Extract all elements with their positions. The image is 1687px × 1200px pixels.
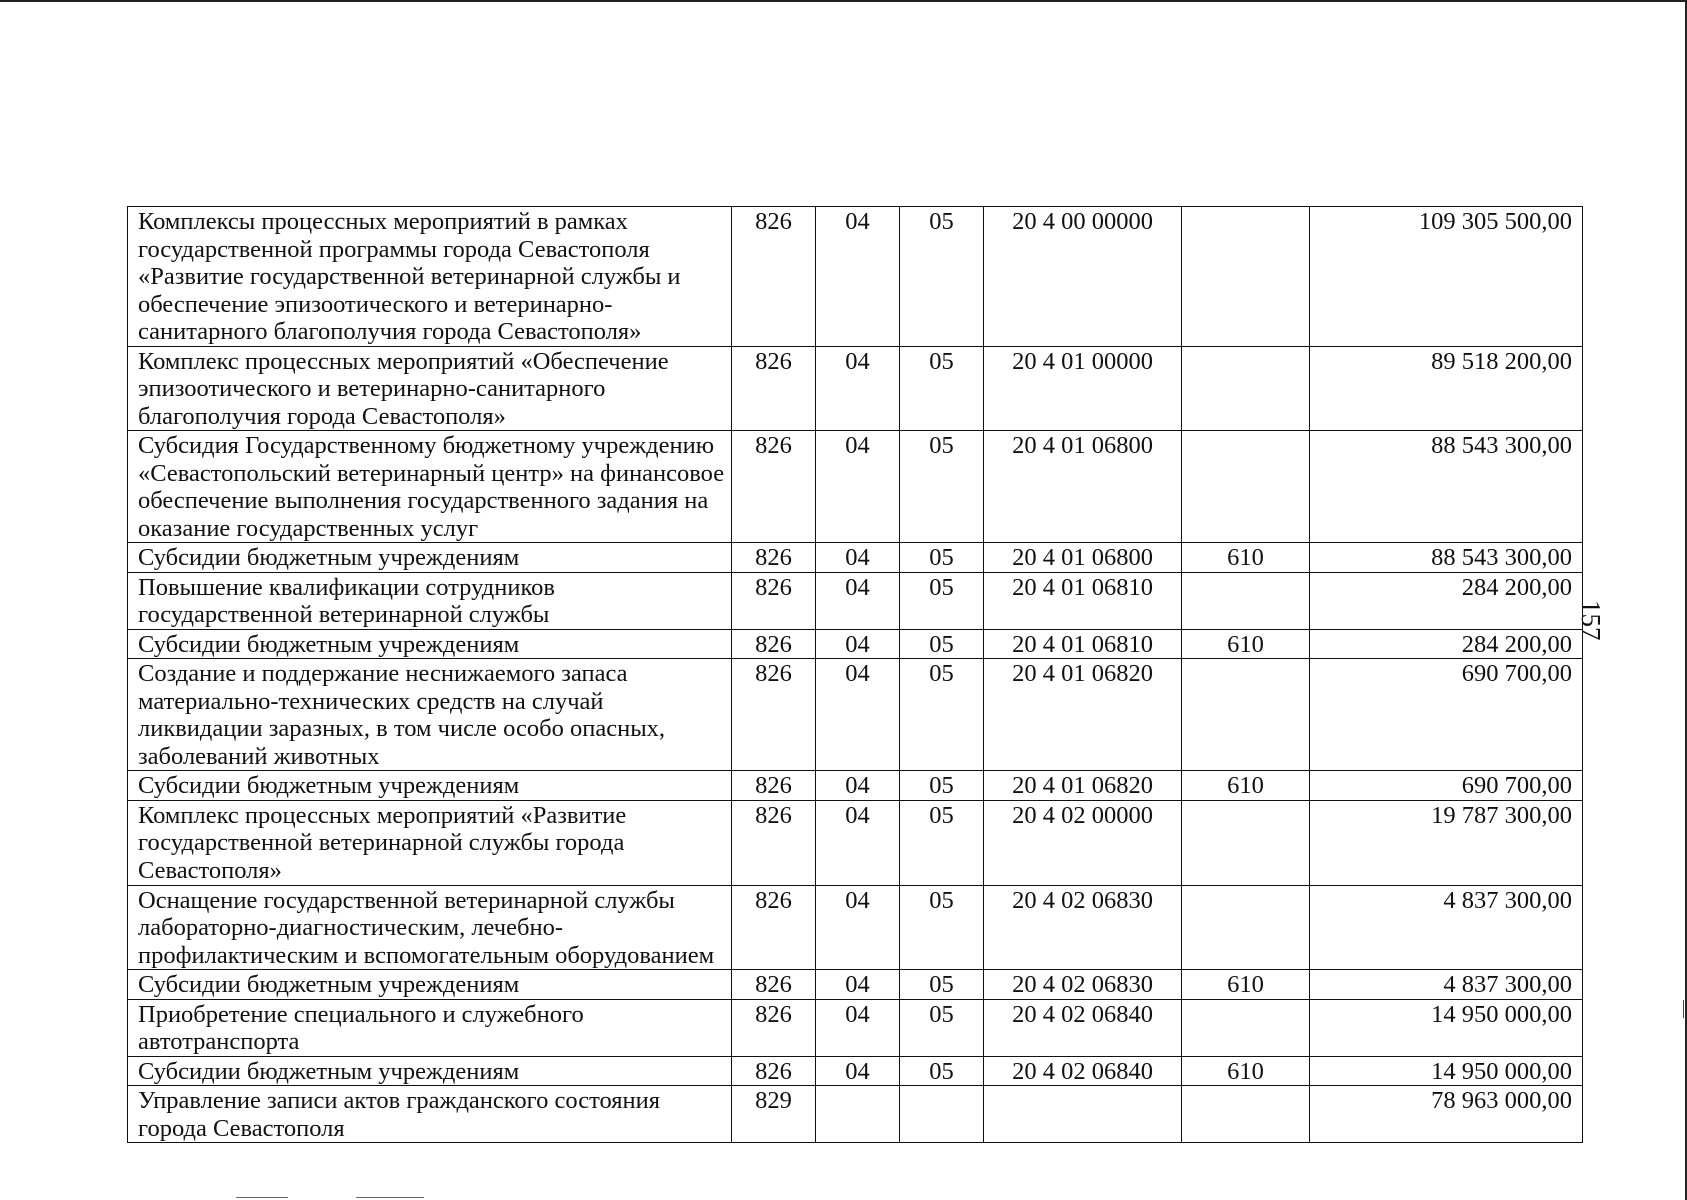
row-name: Комплексы процессных мероприятий в рамках государственной программы города Севастополя «Развитие государственной ветеринарной службы и обеспечение эпизоотического и ветеринарно-санитарного благополучия города Севастополя» bbox=[128, 207, 732, 347]
row-section-code: 04 bbox=[816, 431, 900, 543]
row-ved-code: 826 bbox=[732, 1056, 816, 1086]
row-section-code: 04 bbox=[816, 207, 900, 347]
row-target-article-code: 20 4 01 06820 bbox=[984, 771, 1182, 801]
row-name: Субсидии бюджетным учреждениям bbox=[128, 771, 732, 801]
table-row bbox=[128, 1056, 1583, 1086]
row-amount: 4 837 300,00 bbox=[1310, 885, 1583, 970]
row-expense-type-code bbox=[1182, 1086, 1310, 1143]
row-ved-code: 826 bbox=[732, 629, 816, 659]
table-row bbox=[128, 970, 1583, 1000]
row-expense-type-code: 610 bbox=[1182, 543, 1310, 573]
table-row bbox=[128, 543, 1583, 573]
row-expense-type-code bbox=[1182, 431, 1310, 543]
row-target-article-code: 20 4 02 00000 bbox=[984, 800, 1182, 885]
row-subsection-code: 05 bbox=[900, 346, 984, 431]
table-row bbox=[128, 1086, 1583, 1143]
row-subsection-code: 05 bbox=[900, 572, 984, 629]
row-amount: 690 700,00 bbox=[1310, 659, 1583, 771]
row-amount: 88 543 300,00 bbox=[1310, 543, 1583, 573]
row-expense-type-code bbox=[1182, 885, 1310, 970]
row-ved-code: 826 bbox=[732, 659, 816, 771]
row-ved-code: 826 bbox=[732, 970, 816, 1000]
row-name: Создание и поддержание неснижаемого запаса материально-технических средств на случай ликвидации заразных, в том числе особо опасных, заболеваний животных bbox=[128, 659, 732, 771]
row-name: Управление записи актов гражданского состояния города Севастополя bbox=[128, 1086, 732, 1143]
row-subsection-code: 05 bbox=[900, 885, 984, 970]
row-section-code: 04 bbox=[816, 1056, 900, 1086]
row-ved-code: 826 bbox=[732, 999, 816, 1056]
row-section-code: 04 bbox=[816, 543, 900, 573]
row-section-code: 04 bbox=[816, 346, 900, 431]
scan-border-top bbox=[0, 0, 1687, 2]
table-row bbox=[128, 629, 1583, 659]
row-amount: 19 787 300,00 bbox=[1310, 800, 1583, 885]
table-row bbox=[128, 999, 1583, 1056]
scan-artifact-line bbox=[356, 1197, 424, 1198]
row-ved-code: 826 bbox=[732, 771, 816, 801]
row-expense-type-code bbox=[1182, 572, 1310, 629]
row-amount: 284 200,00 bbox=[1310, 572, 1583, 629]
table-row bbox=[128, 659, 1583, 771]
page-number: 157 bbox=[1576, 600, 1606, 641]
row-amount: 14 950 000,00 bbox=[1310, 1056, 1583, 1086]
row-subsection-code: 05 bbox=[900, 207, 984, 347]
row-subsection-code: 05 bbox=[900, 970, 984, 1000]
budget-table-body bbox=[128, 207, 1583, 1143]
table-row bbox=[128, 800, 1583, 885]
row-subsection-code: 05 bbox=[900, 1056, 984, 1086]
row-amount: 89 518 200,00 bbox=[1310, 346, 1583, 431]
table-row bbox=[128, 431, 1583, 543]
row-section-code: 04 bbox=[816, 572, 900, 629]
row-amount: 284 200,00 bbox=[1310, 629, 1583, 659]
row-name: Комплекс процессных мероприятий «Развитие государственной ветеринарной службы города Севастополя» bbox=[128, 800, 732, 885]
row-subsection-code: 05 bbox=[900, 771, 984, 801]
row-subsection-code bbox=[900, 1086, 984, 1143]
row-section-code: 04 bbox=[816, 659, 900, 771]
table-row bbox=[128, 885, 1583, 970]
row-subsection-code: 05 bbox=[900, 659, 984, 771]
row-expense-type-code: 610 bbox=[1182, 970, 1310, 1000]
row-amount: 78 963 000,00 bbox=[1310, 1086, 1583, 1143]
row-expense-type-code bbox=[1182, 346, 1310, 431]
row-name: Комплекс процессных мероприятий «Обеспечение эпизоотического и ветеринарно-санитарного благополучия города Севастополя» bbox=[128, 346, 732, 431]
row-target-article-code: 20 4 01 06810 bbox=[984, 572, 1182, 629]
row-section-code: 04 bbox=[816, 629, 900, 659]
row-target-article-code: 20 4 02 06830 bbox=[984, 885, 1182, 970]
row-target-article-code: 20 4 02 06840 bbox=[984, 1056, 1182, 1086]
row-target-article-code: 20 4 02 06840 bbox=[984, 999, 1182, 1056]
row-subsection-code: 05 bbox=[900, 543, 984, 573]
row-amount: 14 950 000,00 bbox=[1310, 999, 1583, 1056]
row-amount: 4 837 300,00 bbox=[1310, 970, 1583, 1000]
row-name: Приобретение специального и служебного автотранспорта bbox=[128, 999, 732, 1056]
row-subsection-code: 05 bbox=[900, 629, 984, 659]
row-section-code: 04 bbox=[816, 800, 900, 885]
row-amount: 690 700,00 bbox=[1310, 771, 1583, 801]
row-target-article-code: 20 4 00 00000 bbox=[984, 207, 1182, 347]
budget-table bbox=[127, 206, 1583, 1143]
row-name: Субсидии бюджетным учреждениям bbox=[128, 543, 732, 573]
row-subsection-code: 05 bbox=[900, 431, 984, 543]
row-name: Повышение квалификации сотрудников государственной ветеринарной службы bbox=[128, 572, 732, 629]
row-target-article-code: 20 4 01 06820 bbox=[984, 659, 1182, 771]
row-name: Субсидии бюджетным учреждениям bbox=[128, 970, 732, 1000]
row-expense-type-code bbox=[1182, 207, 1310, 347]
row-target-article-code: 20 4 02 06830 bbox=[984, 970, 1182, 1000]
row-section-code: 04 bbox=[816, 999, 900, 1056]
row-target-article-code: 20 4 01 06800 bbox=[984, 543, 1182, 573]
table-row bbox=[128, 771, 1583, 801]
scan-artifact-tick bbox=[1683, 1000, 1684, 1018]
table-row bbox=[128, 346, 1583, 431]
row-expense-type-code: 610 bbox=[1182, 1056, 1310, 1086]
row-ved-code: 826 bbox=[732, 800, 816, 885]
row-section-code bbox=[816, 1086, 900, 1143]
row-ved-code: 826 bbox=[732, 431, 816, 543]
scan-artifact-line bbox=[236, 1197, 288, 1198]
row-ved-code: 826 bbox=[732, 346, 816, 431]
row-section-code: 04 bbox=[816, 970, 900, 1000]
row-expense-type-code bbox=[1182, 800, 1310, 885]
row-expense-type-code bbox=[1182, 659, 1310, 771]
row-section-code: 04 bbox=[816, 771, 900, 801]
row-ved-code: 826 bbox=[732, 885, 816, 970]
row-ved-code: 826 bbox=[732, 207, 816, 347]
row-name: Субсидии бюджетным учреждениям bbox=[128, 629, 732, 659]
row-ved-code: 826 bbox=[732, 543, 816, 573]
row-target-article-code: 20 4 01 00000 bbox=[984, 346, 1182, 431]
table-row bbox=[128, 572, 1583, 629]
row-subsection-code: 05 bbox=[900, 800, 984, 885]
row-section-code: 04 bbox=[816, 885, 900, 970]
row-expense-type-code: 610 bbox=[1182, 629, 1310, 659]
row-ved-code: 826 bbox=[732, 572, 816, 629]
row-target-article-code: 20 4 01 06800 bbox=[984, 431, 1182, 543]
row-expense-type-code bbox=[1182, 999, 1310, 1056]
row-target-article-code bbox=[984, 1086, 1182, 1143]
row-amount: 109 305 500,00 bbox=[1310, 207, 1583, 347]
row-name: Оснащение государственной ветеринарной службы лабораторно-диагностическим, лечебно-профилактическим и вспомогательным оборудованием bbox=[128, 885, 732, 970]
row-target-article-code: 20 4 01 06810 bbox=[984, 629, 1182, 659]
row-subsection-code: 05 bbox=[900, 999, 984, 1056]
row-amount: 88 543 300,00 bbox=[1310, 431, 1583, 543]
row-name: Субсидии бюджетным учреждениям bbox=[128, 1056, 732, 1086]
table-row bbox=[128, 207, 1583, 347]
row-expense-type-code: 610 bbox=[1182, 771, 1310, 801]
row-ved-code: 829 bbox=[732, 1086, 816, 1143]
row-name: Субсидия Государственному бюджетному учреждению «Севастопольский ветеринарный центр» на финансовое обеспечение выполнения государственного задания на оказание государственных услуг bbox=[128, 431, 732, 543]
